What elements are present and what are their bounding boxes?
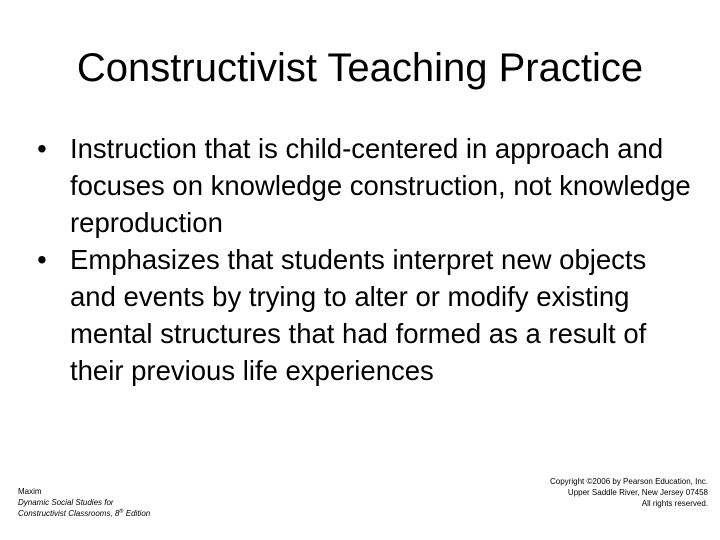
footer-copyright-line1: Copyright ©2006 by Pearson Education, Inc. <box>550 477 708 486</box>
footer-book-line2-suffix: Edition <box>123 509 151 518</box>
footer-book-line2 <box>18 508 150 519</box>
slide-title: Constructivist Teaching Practice <box>76 46 644 90</box>
footer-author: Maxim <box>18 487 42 496</box>
bullet-list <box>32 130 692 389</box>
footer-citation <box>18 486 150 519</box>
bullet-dot-icon: • <box>37 133 47 164</box>
footer-copyright-line3: All rights reserved. <box>641 499 708 508</box>
bullet-text-2: Emphasizes that students interpret new objects and events by trying to alter or modify existing mental structures that had formed as a result of their previous life experiences <box>70 244 647 386</box>
bullet-text-1: Instruction that is child-centered in approach and focuses on knowledge construction, not knowledge reproduction <box>70 133 691 238</box>
bullet-dot-icon: • <box>37 244 47 275</box>
footer-book-line1: Dynamic Social Studies for <box>18 498 114 507</box>
bullet-item-2 <box>32 241 692 389</box>
footer-copyright-line2: Upper Saddle River, New Jersey 07458 <box>567 488 708 497</box>
footer-book-line2-prefix: Constructivist Classrooms, 8 <box>18 509 120 518</box>
footer-book-edition-sup: th <box>119 508 124 515</box>
footer-copyright <box>550 476 708 509</box>
bullet-item-1 <box>32 130 692 241</box>
